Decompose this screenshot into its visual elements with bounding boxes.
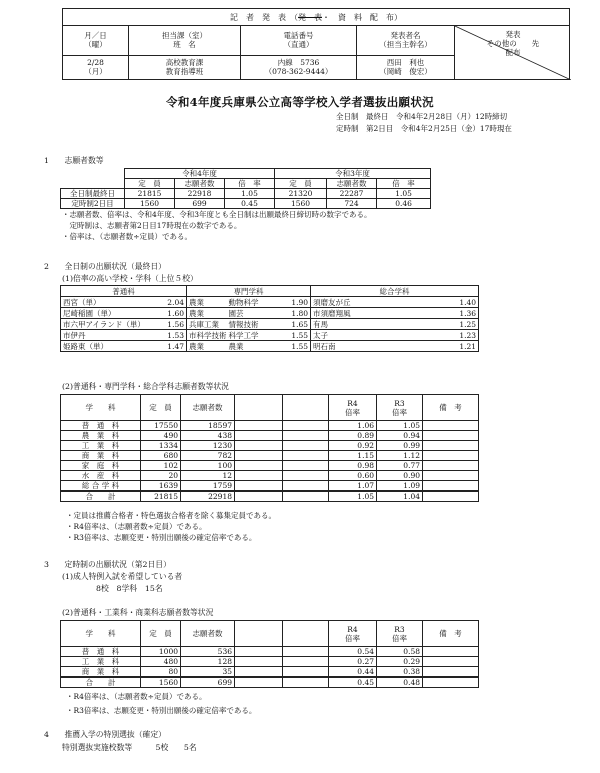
table-row-total: [61, 677, 479, 688]
s1-col: 倍 率: [377, 179, 431, 189]
hdr-phone: 電話番号 （直通）: [241, 26, 357, 56]
cell: [411, 341, 439, 352]
cell: 合 計: [61, 491, 141, 502]
s1-corner-2: [61, 179, 125, 189]
table-row: [61, 481, 479, 492]
cell: 18597: [181, 421, 235, 431]
s1-col: 志願者数: [327, 179, 377, 189]
cell: 科学工学: [227, 330, 281, 341]
cell: 合 計: [61, 677, 141, 688]
col-blank: [235, 395, 283, 421]
col-blank: [235, 621, 283, 647]
cell: 0.46: [377, 199, 431, 209]
hdr-date: 月／日 （曜）: [63, 26, 129, 56]
cell: 1.07: [329, 481, 377, 492]
s1-col: 倍 率: [225, 179, 275, 189]
s1-note: 定時制は、志願者第2日目17時現在の数字である。: [62, 221, 242, 230]
cell: 1560: [275, 199, 327, 209]
cell: 0.27: [329, 657, 377, 667]
s1-note: ・倍率は、（志願者数÷定員）である。: [62, 232, 193, 241]
cell: 1.12: [377, 451, 423, 461]
doc-title: 令和4年度兵庫県公立高等学校入学者選抜出願状況: [166, 95, 434, 109]
cat-comprehensive: 総合学科: [311, 286, 479, 297]
cell: 市六甲アイランド（単）: [61, 319, 161, 330]
cell: [411, 308, 439, 319]
cell: 21320: [275, 189, 327, 199]
cell: 0.92: [329, 441, 377, 451]
col-blank: [283, 395, 329, 421]
cell: 1.60: [161, 308, 187, 319]
s2-note: ・R4倍率は、（志願者数÷定員）である。: [66, 522, 207, 531]
cell: 農業: [187, 341, 227, 352]
cell: 明石南: [311, 341, 411, 352]
cat-general: 普通科: [61, 286, 187, 297]
cell: 12: [181, 471, 235, 481]
press-title-post: ・ 資 料 配 布）: [322, 13, 402, 22]
cell: 園芸: [227, 308, 281, 319]
table-row: [61, 421, 479, 431]
cell: 0.60: [329, 471, 377, 481]
col-head: 定 員: [141, 395, 181, 421]
cell: 家 庭 科: [61, 461, 141, 471]
row-label: 全日制最終日: [61, 189, 125, 199]
cell: 1.05: [225, 189, 275, 199]
cell: 水 産 科: [61, 471, 141, 481]
s4-heading: 4 推薦入学の特別選抜（確定）: [44, 730, 166, 739]
cell: 1.23: [439, 330, 479, 341]
cell: 724: [327, 199, 377, 209]
table-row: [61, 657, 479, 667]
cell: 1.09: [377, 481, 423, 492]
val-date: 2/28 （月）: [63, 56, 129, 80]
cell: 22918: [175, 189, 225, 199]
cell: 農業: [187, 308, 227, 319]
cell: 22918: [181, 491, 235, 502]
cell: 21815: [125, 189, 175, 199]
table-row: [61, 431, 479, 441]
row-label: 定時制2日目: [61, 199, 125, 209]
col-head: 備 考: [423, 395, 479, 421]
cell: 1.06: [329, 421, 377, 431]
cell: 総 合 学 科: [61, 481, 141, 492]
s1-col: 定 員: [125, 179, 175, 189]
cell: 1.15: [329, 451, 377, 461]
s2-sub1: (1)倍率の高い学校・学科（上位５校）: [62, 274, 198, 283]
cell: [411, 297, 439, 308]
cell: 102: [141, 461, 181, 471]
cell: 市伊丹: [61, 330, 161, 341]
s3-note: ・R4倍率は、（志願者数÷定員）である。: [66, 692, 207, 701]
cell: 動物科学: [227, 297, 281, 308]
col-head: 志願者数: [181, 621, 235, 647]
col-head: R3 倍率: [377, 621, 423, 647]
cell: 20: [141, 471, 181, 481]
other-diagonal: [455, 26, 571, 80]
cell: 490: [141, 431, 181, 441]
table-row-total: [61, 491, 479, 502]
s3-note: ・R3倍率は、志願変更・特別出願後の確定倍率である。: [66, 706, 257, 715]
cell: 128: [181, 657, 235, 667]
s3-sub1-value: 8校 8学科 15名: [96, 584, 163, 593]
cell: 0.89: [329, 431, 377, 441]
cell: 尼崎稲園（単）: [61, 308, 161, 319]
cell: 0.77: [377, 461, 423, 471]
cell: 680: [141, 451, 181, 461]
cell: 兵庫工業: [187, 319, 227, 330]
cell: 有馬: [311, 319, 411, 330]
cell: [411, 330, 439, 341]
cell: 0.45: [225, 199, 275, 209]
table-row: [61, 189, 431, 199]
s4-line: 特別選抜実施校数等 5校 5名: [62, 743, 197, 752]
s3-heading: 3 定時制の出願状況（第2日目）: [44, 560, 171, 569]
col-head: R4 倍率: [329, 395, 377, 421]
table-row: [61, 451, 479, 461]
table-row: [61, 319, 479, 330]
cell: 普 通 科: [61, 647, 141, 657]
cell: 1.21: [439, 341, 479, 352]
press-title-pre: 記 者 発 表 （: [230, 13, 298, 22]
cell: 0.45: [329, 677, 377, 688]
hdr-other: 発表 その他の 先 配布: [486, 30, 540, 57]
table-row: [61, 308, 479, 319]
s2-top5-table: [60, 285, 479, 352]
col-head: 学 科: [61, 621, 141, 647]
cell: 35: [181, 667, 235, 678]
table-row: [61, 330, 479, 341]
cell: 80: [141, 667, 181, 678]
cell: 0.90: [377, 471, 423, 481]
val-dept: 高校教育課 教育指導班: [129, 56, 241, 80]
hdr-dept: 担当課（室） 班 名: [129, 26, 241, 56]
cell: 市須磨翔風: [311, 308, 411, 319]
col-head: 備 考: [423, 621, 479, 647]
cell: 市科学技術: [187, 330, 227, 341]
s2-note: ・R3倍率は、志願変更・特別出願後の確定倍率である。: [66, 533, 257, 542]
cell: 須磨友が丘: [311, 297, 411, 308]
s1-heading: 1 志願者数等: [44, 156, 104, 165]
s1-group-r4: 令和4年度: [125, 169, 275, 179]
cell: 0.98: [329, 461, 377, 471]
table-row: [61, 471, 479, 481]
table-row: [61, 297, 479, 308]
table-row: [61, 441, 479, 451]
cell: 1.55: [281, 341, 311, 352]
cell: 商 業 科: [61, 667, 141, 678]
cell: 1639: [141, 481, 181, 492]
cell: 0.94: [377, 431, 423, 441]
cell: 1.04: [377, 491, 423, 502]
cell: 438: [181, 431, 235, 441]
cell: 0.48: [377, 677, 423, 688]
s3-dept-table: [60, 620, 479, 688]
press-title: [63, 9, 569, 26]
s2-dept-table: [60, 394, 479, 502]
cell: 姫路東（単）: [61, 341, 161, 352]
cell: 農業: [227, 341, 281, 352]
val-presenter: 西田 利也 （岡崎 俊宏）: [357, 56, 455, 80]
cell: 1560: [141, 677, 181, 688]
cell: 22287: [327, 189, 377, 199]
s2-heading: 2 全日制の出願状況（最終日）: [44, 262, 166, 271]
s1-col: 志願者数: [175, 179, 225, 189]
cell: 1.65: [281, 319, 311, 330]
cell: 西宮（単）: [61, 297, 161, 308]
cell: 0.44: [329, 667, 377, 678]
cell: 1759: [181, 481, 235, 492]
cell: 1.05: [377, 421, 423, 431]
val-phone: 内線 5736 （078-362-9444）: [241, 56, 357, 80]
table-row: [61, 199, 431, 209]
cell: 1334: [141, 441, 181, 451]
press-title-strike: 発 表: [298, 13, 322, 22]
col-head: R3 倍率: [377, 395, 423, 421]
cell: 1.55: [281, 330, 311, 341]
s2-note: ・定員は推薦合格者・特色選抜合格者を除く募集定員である。: [66, 511, 276, 520]
cell: 1.80: [281, 308, 311, 319]
cell: 699: [175, 199, 225, 209]
s1-note: ・志願者数、倍率は、令和4年度、令和3年度とも全日制は出願最終日締切時の数字である。: [62, 210, 372, 219]
cell: 太子: [311, 330, 411, 341]
cat-special: 専門学科: [187, 286, 311, 297]
s1-group-r3: 令和3年度: [275, 169, 431, 179]
s1-col: 定 員: [275, 179, 327, 189]
cell: 1.36: [439, 308, 479, 319]
hdr-presenter: 発表者名 （担当主幹名）: [357, 26, 455, 56]
table-row: [61, 341, 479, 352]
cell: 1.56: [161, 319, 187, 330]
col-blank: [283, 621, 329, 647]
cell: 1.90: [281, 297, 311, 308]
cutoff-line-1: 全日制 最終日 令和4年2月28日（月）12時締切: [336, 112, 508, 121]
cell: 工 業 科: [61, 441, 141, 451]
table-row: [61, 461, 479, 471]
s2-sub2: (2)普通科・専門学科・総合学科志願者数等状況: [62, 382, 229, 391]
table-row: [61, 667, 479, 678]
cell: 1.40: [439, 297, 479, 308]
cell: 17550: [141, 421, 181, 431]
cell: 21815: [141, 491, 181, 502]
cell: 1.05: [329, 491, 377, 502]
cell: 1.05: [377, 189, 431, 199]
cell: 0.38: [377, 667, 423, 678]
cell: 0.54: [329, 647, 377, 657]
col-head: R4 倍率: [329, 621, 377, 647]
press-header: [62, 8, 570, 80]
cell: 普 通 科: [61, 421, 141, 431]
s3-sub1: (1)成人特例入試を希望している者: [62, 572, 183, 581]
cell: [411, 319, 439, 330]
cell: 0.58: [377, 647, 423, 657]
cell: 農業: [187, 297, 227, 308]
cell: 情報技術: [227, 319, 281, 330]
cell: 工 業 科: [61, 657, 141, 667]
table-row: [61, 647, 479, 657]
cell: 0.99: [377, 441, 423, 451]
cutoff-line-2: 定時制 第2日目 令和4年2月25日（金）17時現在: [336, 124, 512, 133]
cell: 1000: [141, 647, 181, 657]
cell: 699: [181, 677, 235, 688]
cell: 1.47: [161, 341, 187, 352]
cell: 1230: [181, 441, 235, 451]
cell: 782: [181, 451, 235, 461]
col-head: 学 科: [61, 395, 141, 421]
cell: 536: [181, 647, 235, 657]
s3-sub2: (2)普通科・工業科・商業科志願者数等状況: [62, 608, 214, 617]
col-head: 定 員: [141, 621, 181, 647]
cell: 1560: [125, 199, 175, 209]
cell: 1.25: [439, 319, 479, 330]
cell: 100: [181, 461, 235, 471]
cell: 商 業 科: [61, 451, 141, 461]
cell: 480: [141, 657, 181, 667]
s1-corner: [61, 169, 125, 179]
col-head: 志願者数: [181, 395, 235, 421]
cell: 1.53: [161, 330, 187, 341]
cell: 農 業 科: [61, 431, 141, 441]
cell: 2.04: [161, 297, 187, 308]
s1-table: [60, 168, 431, 209]
cell: 0.29: [377, 657, 423, 667]
